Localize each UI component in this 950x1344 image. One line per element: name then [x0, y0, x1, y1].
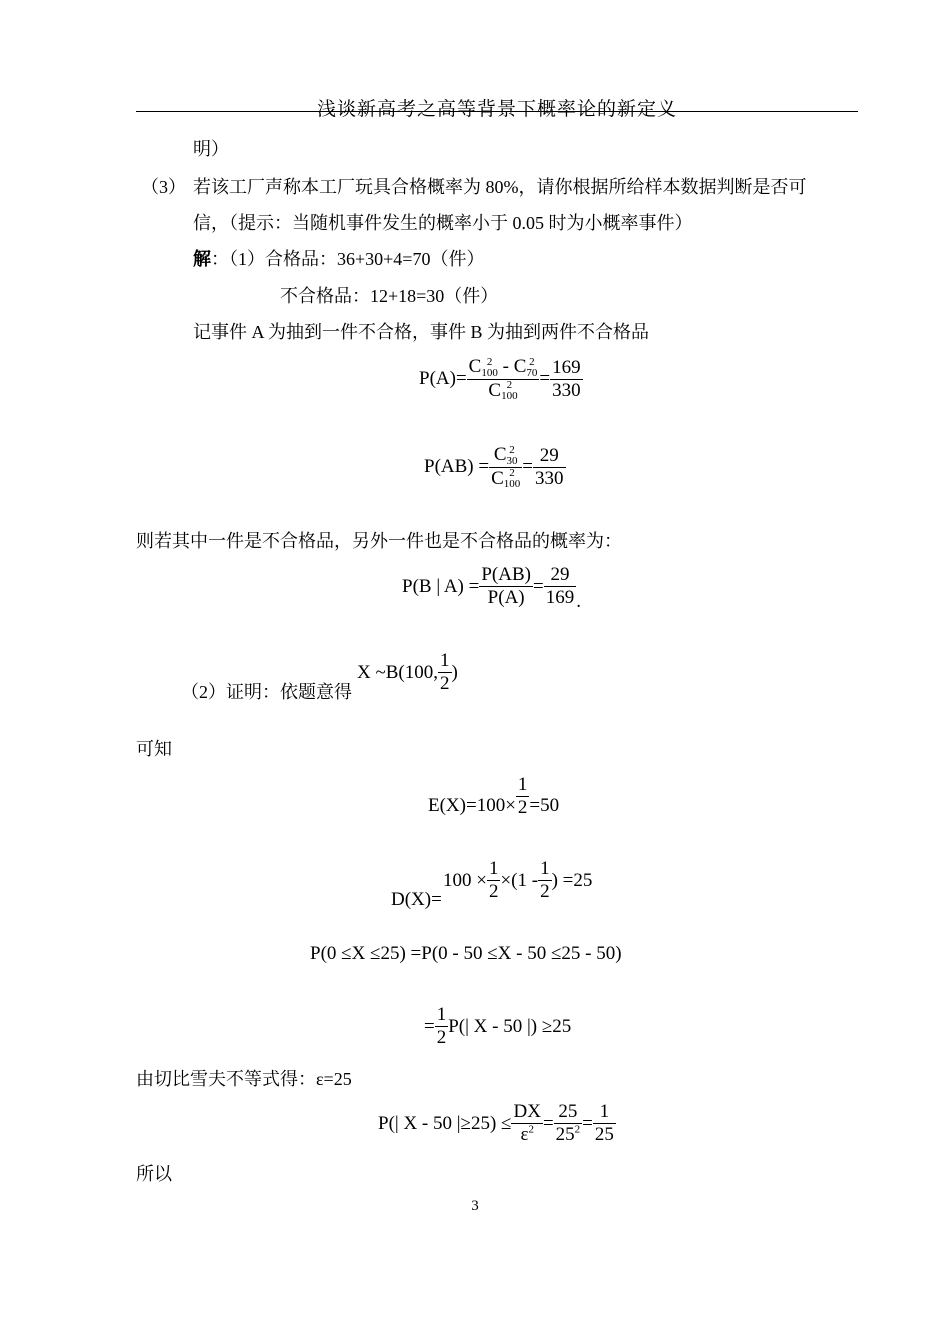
fraction-denominator: 2: [517, 797, 528, 818]
fraction: [516, 774, 530, 819]
formula-pa: [419, 356, 583, 402]
fraction: [554, 1101, 583, 1146]
comb-sup: 2: [509, 467, 515, 480]
superscript: 2: [574, 1123, 581, 1136]
text-line: 明）: [193, 139, 229, 159]
formula-text: ) =25: [551, 869, 593, 891]
fraction-numerator: 1: [440, 650, 450, 671]
text-line: 不合格品：12+18=30（件）: [280, 286, 499, 306]
fraction-numerator: 1: [436, 1004, 447, 1025]
fraction: [438, 650, 452, 695]
fraction-denominator: 2: [540, 881, 550, 902]
fraction-denominator: 330: [552, 379, 581, 401]
text-line: 由切比雪夫不等式得：ε=25: [136, 1069, 352, 1089]
comb-sup: 2: [509, 443, 515, 456]
fraction-numerator: 29: [533, 445, 566, 468]
comb-symbol: C: [513, 356, 527, 377]
text-line: 则若其中一件是不合格品，另外一件也是不合格品的概率为：: [136, 531, 622, 551]
superscript: 2: [528, 1123, 534, 1136]
formula-text: =50: [529, 795, 560, 816]
fraction-denominator: [511, 1124, 542, 1146]
formula-variance-lhs: D(X)=: [391, 889, 442, 910]
fraction: [511, 1101, 542, 1146]
text-line: 所以: [136, 1164, 172, 1184]
fraction: [467, 356, 540, 402]
fraction-numerator: 29: [544, 564, 577, 587]
formula-half: [424, 1004, 571, 1049]
fraction-numerator: 1: [593, 1101, 616, 1124]
fraction-denominator: P(A): [487, 587, 525, 608]
denominator-base: 25: [555, 1124, 575, 1145]
comb-sup: 2: [529, 355, 535, 368]
fraction-numerator: DX: [513, 1101, 541, 1122]
comb-symbol: C: [491, 467, 504, 489]
text-line: 可知: [136, 739, 172, 759]
fraction: [593, 1101, 616, 1146]
comb-symbol: C: [488, 379, 502, 401]
text-line: ：（1）合格品：36+30+4=70（件）: [211, 249, 485, 269]
fraction: [489, 444, 522, 490]
period: .: [576, 591, 581, 612]
fraction-denominator: 330: [535, 467, 564, 489]
fraction-numerator: 1: [488, 858, 499, 879]
comb-sub: 100: [501, 390, 518, 403]
formula-variance: [443, 858, 592, 903]
fraction: [435, 1004, 449, 1049]
comb-sub: 100: [481, 366, 498, 379]
formula-lhs: P(B | A) =: [402, 575, 480, 597]
solution-line: [193, 248, 484, 270]
equals-sign: =: [542, 1112, 554, 1134]
formula-probability-range: P(0 ≤X ≤25) =P(0 - 50 ≤X - 50 ≤25 - 50): [310, 943, 622, 964]
fraction-numerator: 25: [554, 1101, 583, 1124]
page-number: 3: [471, 1198, 479, 1214]
equals-sign: =: [539, 368, 551, 390]
formula-lhs: P(AB) =: [424, 456, 490, 478]
comb-symbol: C: [493, 444, 507, 465]
formula-text: P(| X - 50 |) ≥25: [448, 1015, 572, 1037]
comb-sup: 2: [506, 379, 513, 392]
fraction-numerator: 1: [517, 774, 528, 795]
fraction-denominator: 2: [440, 673, 450, 694]
fraction: [479, 564, 533, 609]
fraction: [487, 858, 501, 903]
text-line: （2）证明：依题意得: [181, 682, 352, 702]
comb-sub: 70: [526, 366, 538, 379]
equals-sign: =: [582, 1112, 593, 1134]
comb-sup: 2: [486, 355, 493, 368]
formula-pba: [402, 564, 581, 612]
item-number: （3）: [141, 177, 186, 197]
header-rule: [136, 111, 858, 112]
page-header: 浅谈新高考之高等背景下概率论的新定义: [316, 99, 677, 120]
comb-sub: 100: [503, 478, 521, 491]
equals-sign: =: [424, 1015, 435, 1037]
formula-pab: [424, 444, 566, 490]
fraction-numerator: 169: [552, 356, 581, 378]
equals-sign: =: [522, 456, 533, 478]
comb-sub: 30: [506, 454, 518, 467]
text-line: 信，（提示：当随机事件发生的概率小于 0.05 时为小概率事件）: [193, 213, 693, 233]
formula-text: ): [451, 661, 458, 683]
epsilon-symbol: ε: [520, 1124, 529, 1145]
formula-chebyshev: [378, 1101, 616, 1146]
formula-text: P(| X - 50 |≥25) ≤: [378, 1112, 512, 1134]
fraction-denominator: 169: [545, 587, 575, 608]
formula-text: ×(1 -: [500, 869, 539, 891]
formula-text: 100 ×: [443, 869, 487, 891]
formula-text: X ~B(100,: [357, 661, 439, 683]
formula-lhs: P(A)=: [419, 368, 467, 390]
minus-sign: -: [497, 356, 514, 377]
fraction: [544, 564, 577, 609]
fraction-denominator: 25: [594, 1124, 614, 1145]
fraction: [533, 445, 566, 490]
equals-sign: =: [532, 575, 544, 597]
fraction-numerator: P(AB): [481, 564, 531, 585]
comb-symbol: C: [468, 356, 482, 377]
text-line: 若该工厂声称本工厂玩具合格概率为 80%，请你根据所给样本数据判断是否可: [193, 177, 807, 197]
fraction-denominator: 2: [436, 1027, 447, 1048]
fraction-denominator: [554, 1124, 583, 1146]
formula-distribution: [357, 650, 458, 695]
text-line: 记事件 A 为抽到一件不合格，事件 B 为抽到两件不合格品: [193, 322, 650, 342]
fraction-numerator: 1: [540, 858, 550, 879]
formula-text: E(X)=100×: [428, 795, 516, 816]
fraction: [550, 357, 583, 402]
fraction-denominator: 2: [488, 881, 499, 902]
solution-label: 解: [193, 249, 211, 269]
fraction: [538, 858, 552, 903]
formula-expectation: [428, 774, 559, 819]
